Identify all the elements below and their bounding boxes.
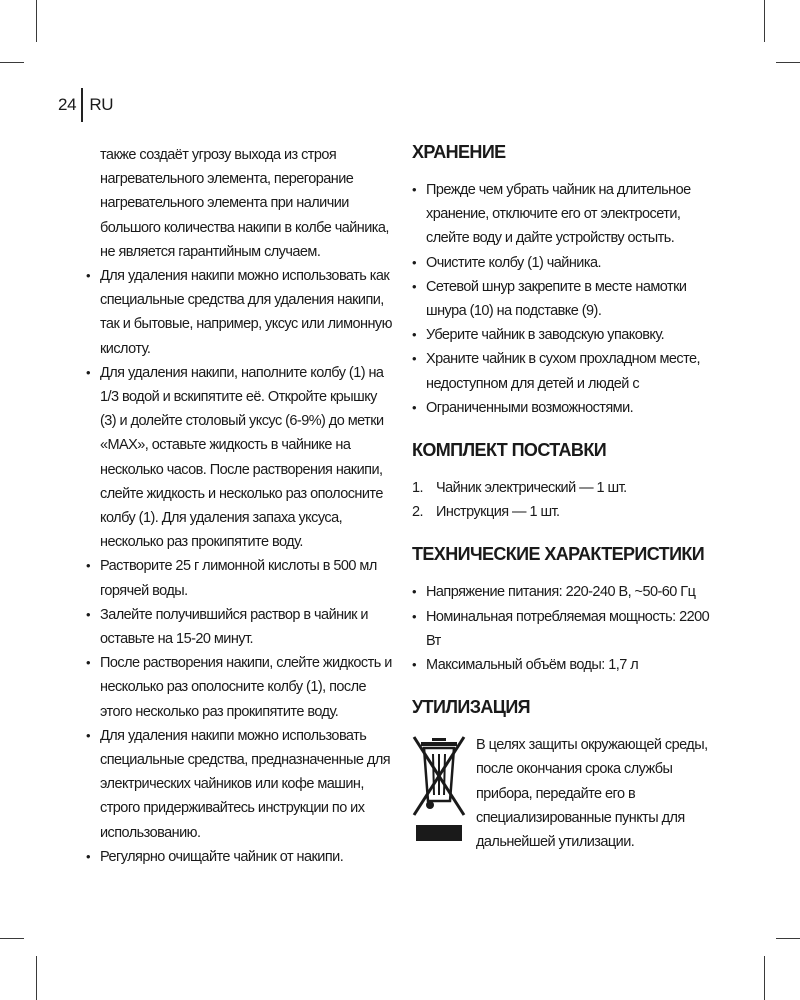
list-item — [412, 476, 717, 500]
list-item: • Залейте получившийся раствор в чайник и оставьте на 15-20 минут. — [86, 603, 392, 651]
disposal-block — [412, 733, 717, 854]
crop-mark-top-right — [764, 0, 765, 42]
list-item: • Регулярно очищайте чайник от накипи. — [86, 845, 392, 869]
kit-heading: КОМПЛЕКТ ПОСТАВКИ — [412, 440, 607, 461]
list-item: • Для удаления накипи можно использовать как специальные средства для удаления накипи, так и бытовые, например, уксус или лимонную кислоту. — [86, 264, 392, 361]
list-item — [412, 500, 717, 524]
list-item: • Сетевой шнур закрепите в месте намотки шнура (10) на подставке (9). — [412, 275, 717, 323]
specs-heading: ТЕХНИЧЕСКИЕ ХАРАКТЕРИСТИКИ — [412, 544, 705, 565]
crop-mark-top-right-h — [776, 62, 800, 63]
item-text: Чайник электрический — 1 шт. — [436, 480, 627, 497]
crop-mark-top-left-h — [0, 62, 24, 63]
disposal-text: В целях защиты окружающей среды, после окончания срока службы прибора, передайте его в специализированные пункты для дальнейшей утилизации. — [476, 737, 708, 851]
page-header — [58, 88, 113, 122]
descaling-list — [86, 264, 392, 869]
item-number: 2. — [412, 504, 423, 521]
list-item: • После растворения накипи, слейте жидкость и несколько раз ополосните колбу (1), после этого несколько раз прокипятите воду. — [86, 651, 392, 724]
list-item: • Храните чайник в сухом прохладном месте, недоступном для детей и людей с — [412, 347, 717, 395]
kit-list — [412, 476, 717, 524]
list-item: • Уберите чайник в заводскую упаковку. — [412, 323, 717, 347]
item-number: 1. — [412, 480, 423, 497]
crossed-out-wheelie-bin-icon — [412, 733, 466, 845]
crop-mark-bottom-left-h — [0, 938, 24, 939]
list-item: • Растворите 25 г лимонной кислоты в 500 мл горячей воды. — [86, 554, 392, 602]
header-divider — [81, 88, 83, 122]
crop-mark-top-left — [36, 0, 37, 42]
disposal-heading: УТИЛИЗАЦИЯ — [412, 697, 530, 718]
list-item: • Номинальная потребляемая мощность: 2200 Вт — [412, 605, 717, 653]
continuation-paragraph: также создаёт угрозу выхода из строя нагревательного элемента, перегорание нагревательного элемента при наличии большого количества накипи в колбе чайника, не является гарантийным случаем. — [100, 147, 389, 260]
list-item: • Напряжение питания: 220-240 В, ~50-60 Гц — [412, 580, 717, 604]
list-item: • Ограниченными возможностями. — [412, 396, 717, 420]
storage-list — [412, 178, 717, 420]
crop-mark-bottom-right — [764, 956, 765, 1000]
list-item: • Очистите колбу (1) чайника. — [412, 251, 717, 275]
item-text: Инструкция — 1 шт. — [436, 504, 560, 521]
crop-mark-bottom-left — [36, 956, 37, 1000]
crop-mark-bottom-right-h — [776, 938, 800, 939]
list-item: • Для удаления накипи можно использовать специальные средства, предназначенные для электрических чайников или кофе машин, строго придерживайтесь инструкции по их использованию. — [86, 724, 392, 845]
list-item: • Прежде чем убрать чайник на длительное хранение, отключите его от электросети, слейте воду и дайте устройству остыть. — [412, 178, 717, 251]
storage-heading: ХРАНЕНИЕ — [412, 142, 506, 162]
page-number: 24 — [58, 95, 77, 114]
left-column — [86, 143, 392, 869]
specs-list — [412, 580, 717, 677]
language-code: RU — [89, 95, 114, 114]
right-column — [412, 140, 717, 854]
list-item: • Максимальный объём воды: 1,7 л — [412, 653, 717, 677]
list-item: • Для удаления накипи, наполните колбу (1) на 1/3 водой и вскипятите её. Откройте крышку (3) и долейте столовый уксус (6-9%) до метки «MAX», оставьте жидкость в чайнике на несколько часов. После растворения накипи, слейте жидкость и несколько раз ополосните колбу (1). Для удаления запаха уксуса, несколько раз прокипятите воду. — [86, 361, 392, 555]
